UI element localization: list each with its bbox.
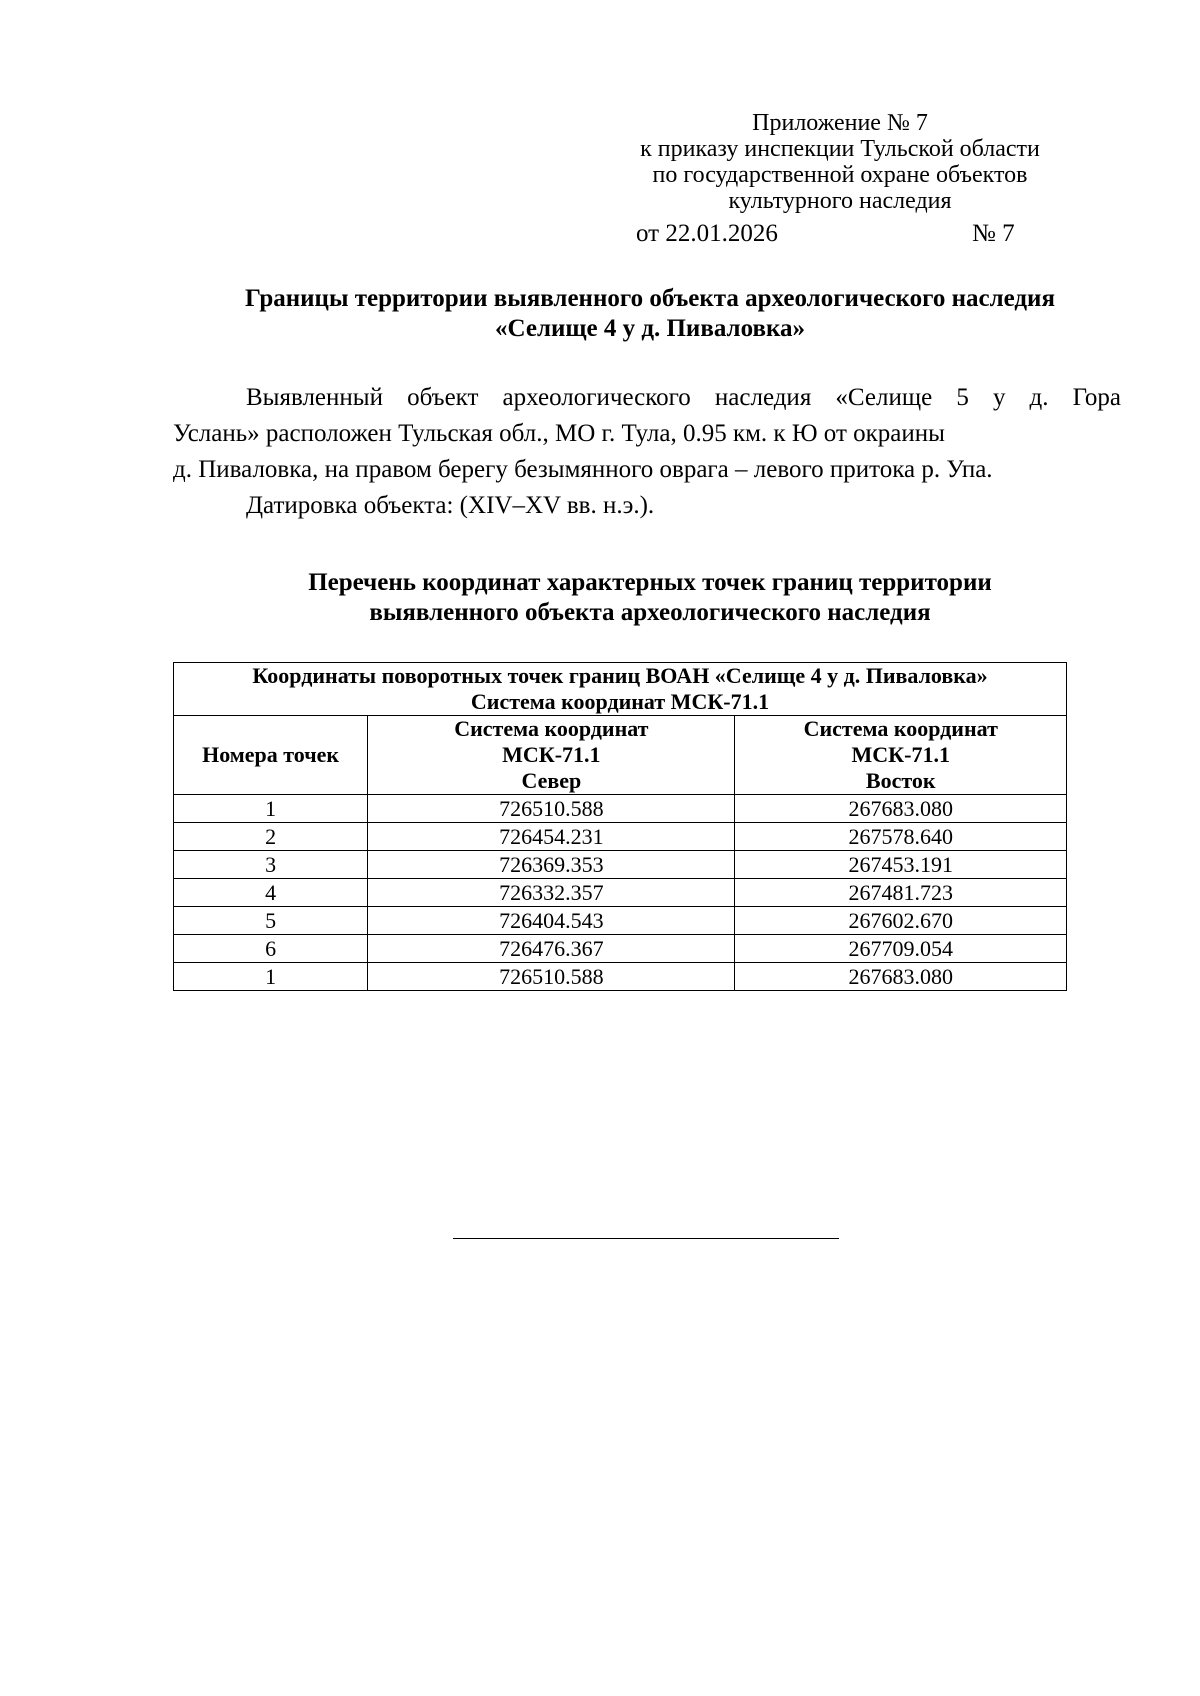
cell-point: 3 xyxy=(174,851,368,879)
cell-point: 2 xyxy=(174,823,368,851)
title-line: Границы территории выявленного объекта археологического наследия xyxy=(245,285,1055,312)
cell-east: 267453.191 xyxy=(735,851,1067,879)
cell-east: 267709.054 xyxy=(735,935,1067,963)
table-row xyxy=(174,879,1067,907)
cell-north: 726369.353 xyxy=(368,851,735,879)
order-number: № 7 xyxy=(972,220,1015,247)
table-row xyxy=(174,935,1067,963)
coordinates-table xyxy=(173,662,1067,991)
cell-east: 267481.723 xyxy=(735,879,1067,907)
description-line: Выявленный объект археологического наследия «Селище 5 у д. Гора xyxy=(246,384,1121,411)
cell-north: 726454.231 xyxy=(368,823,735,851)
table-caption xyxy=(174,663,1067,716)
table-caption-line: Система координат МСК-71.1 xyxy=(470,689,770,714)
description-line: д. Пиваловка, на правом берегу безымянного оврага – левого притока р. Упа. xyxy=(173,456,993,483)
appendix-line: по государственной охране объектов xyxy=(652,162,1028,188)
cell-point: 4 xyxy=(174,879,368,907)
cell-point: 1 xyxy=(174,795,368,823)
header-line: Север xyxy=(521,768,582,793)
header-line: Система координат xyxy=(454,716,649,741)
cell-north: 726476.367 xyxy=(368,935,735,963)
cell-point: 5 xyxy=(174,907,368,935)
appendix-line: к приказу инспекции Тульской области xyxy=(640,136,1040,162)
table-caption-row xyxy=(174,663,1067,716)
table-row xyxy=(174,851,1067,879)
header-east xyxy=(735,716,1067,795)
cell-north: 726510.588 xyxy=(368,963,735,991)
dating-line: Датировка объекта: (XIV–XV вв. н.э.). xyxy=(246,492,655,519)
header-line: Восток xyxy=(865,768,936,793)
cell-east: 267683.080 xyxy=(735,795,1067,823)
object-description xyxy=(173,380,1121,524)
cell-east: 267602.670 xyxy=(735,907,1067,935)
description-line: Услань» расположен Тульская обл., МО г. Тула, 0.95 км. к Ю от окраины xyxy=(173,420,945,447)
table-header-row xyxy=(174,716,1067,795)
closing-divider xyxy=(453,1238,839,1239)
table-row xyxy=(174,907,1067,935)
header-points: Номера точек xyxy=(174,716,368,795)
list-title-line: выявленного объекта археологического наследия xyxy=(369,599,931,626)
header-north xyxy=(368,716,735,795)
table-row xyxy=(174,963,1067,991)
header-line: МСК-71.1 xyxy=(502,742,601,767)
title-line: «Селище 4 у д. Пиваловка» xyxy=(495,315,805,342)
list-title-line: Перечень координат характерных точек границ территории xyxy=(308,569,992,596)
table-row xyxy=(174,823,1067,851)
cell-point: 1 xyxy=(174,963,368,991)
cell-north: 726404.543 xyxy=(368,907,735,935)
appendix-header xyxy=(590,110,1090,214)
appendix-line: культурного наследия xyxy=(728,188,952,214)
cell-point: 6 xyxy=(174,935,368,963)
cell-east: 267578.640 xyxy=(735,823,1067,851)
header-line: МСК-71.1 xyxy=(851,742,950,767)
cell-east: 267683.080 xyxy=(735,963,1067,991)
table-row xyxy=(174,795,1067,823)
cell-north: 726510.588 xyxy=(368,795,735,823)
cell-north: 726332.357 xyxy=(368,879,735,907)
order-date: от 22.01.2026 xyxy=(636,220,778,247)
header-line: Система координат xyxy=(803,716,998,741)
table-caption-line: Координаты поворотных точек границ ВОАН «Селище 4 у д. Пиваловка» xyxy=(252,663,988,688)
coordinates-list-title xyxy=(100,568,1200,628)
appendix-line: Приложение № 7 xyxy=(752,110,928,136)
document-title xyxy=(100,284,1200,344)
